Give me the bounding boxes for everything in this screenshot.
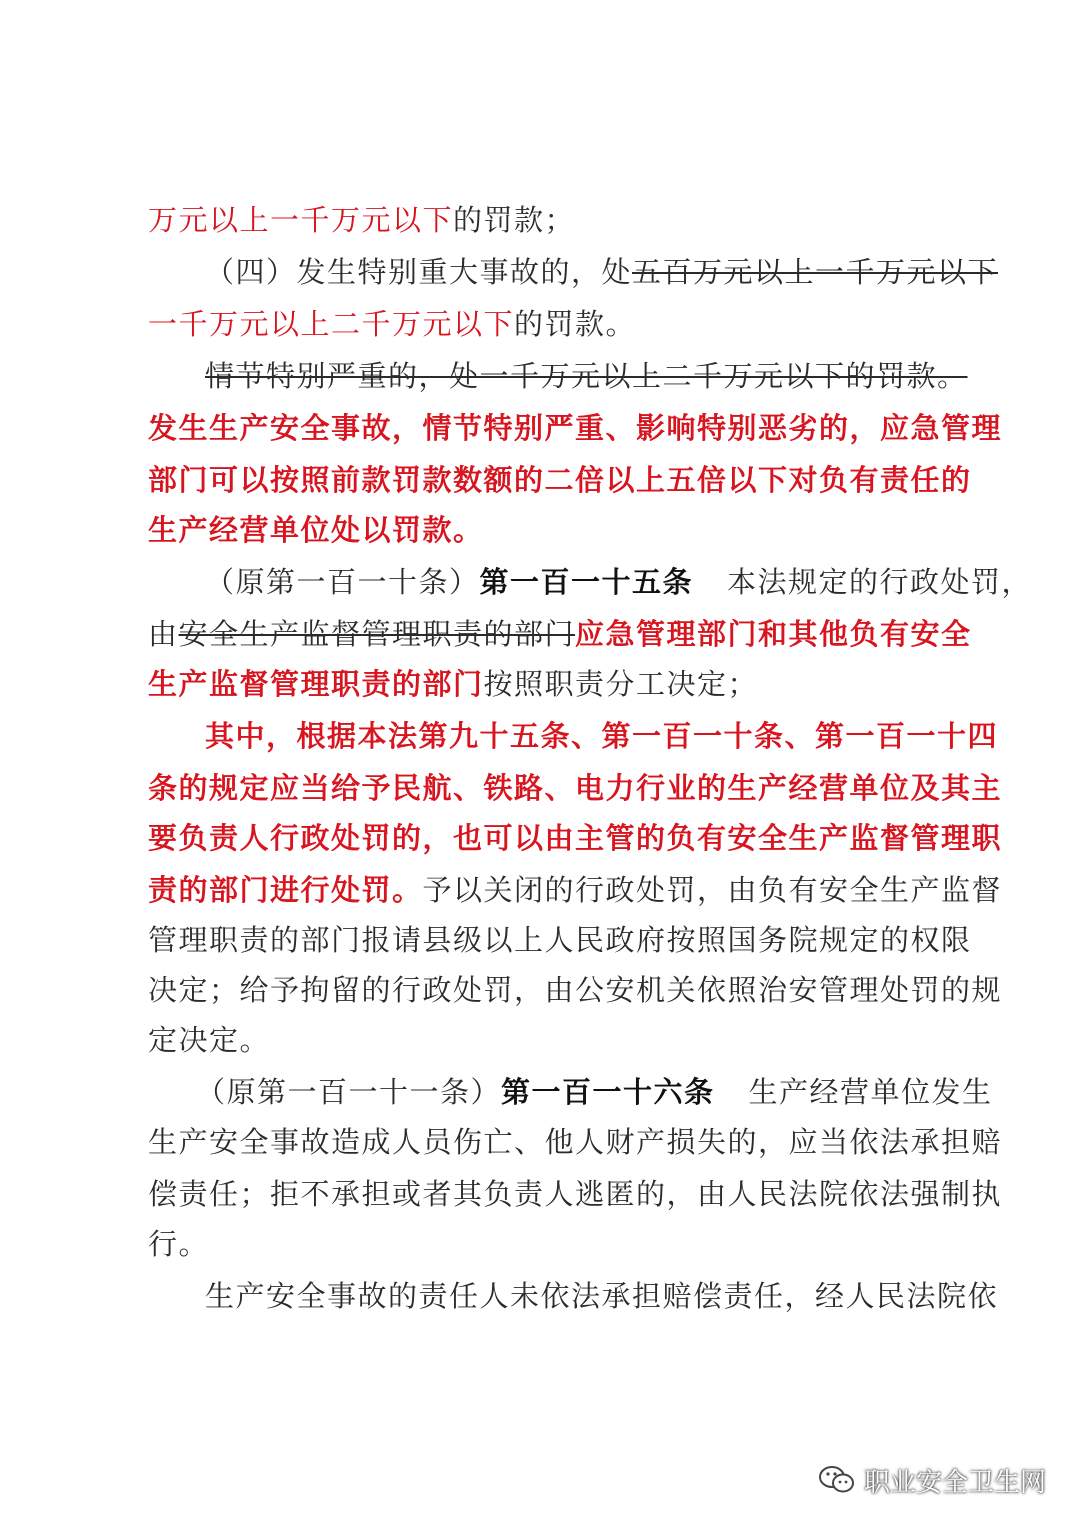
red-bold-text: 应急管理部门和其他负有安全 xyxy=(575,617,972,651)
text: 按照职责分工决定； xyxy=(483,667,759,701)
text: 的罚款。 xyxy=(514,307,637,341)
text-line-6 xyxy=(148,460,972,500)
text: 定决定。 xyxy=(148,1023,271,1057)
red-bold-text: 要负责人行政处罚的，也可以由主管的负有安全生产监督管理职 xyxy=(148,821,1003,855)
text-line-8 xyxy=(205,562,1033,602)
struck-text: 安全生产监督管理职责的部门 xyxy=(178,617,576,651)
red-bold-text: 条的规定应当给予民航、铁路、电力行业的生产经营单位及其主 xyxy=(148,771,1003,805)
struck-text: 五百万元以上一千万元以下 xyxy=(632,255,999,289)
watermark-text: 职业安全卫生网 xyxy=(864,1467,1047,1498)
text-line-10 xyxy=(148,664,958,704)
text-line-18 xyxy=(196,1072,993,1112)
text-line-3 xyxy=(148,304,958,344)
text-line-5 xyxy=(148,408,1003,448)
text-line-15 xyxy=(148,920,972,960)
text: 本法规定的行政处罚， xyxy=(727,565,1033,599)
text: （四）发生特别重大事故的，处 xyxy=(205,255,633,289)
text: 行。 xyxy=(148,1227,210,1261)
red-text: 万元以上一千万元以下 xyxy=(148,203,454,237)
red-bold-text: 发生生产安全事故，情节特别严重、影响特别恶劣的，应急管理 xyxy=(148,411,1003,445)
text: 的罚款； xyxy=(453,203,576,237)
text-line-7 xyxy=(148,510,958,550)
text: 管理职责的部门报请县级以上人民政府按照国务院规定的权限 xyxy=(148,923,972,957)
red-bold-text: 部门可以按照前款罚款数额的二倍以上五倍以下对负有责任的 xyxy=(148,463,972,497)
text-line-13 xyxy=(148,818,1003,858)
text: 决定；给予拘留的行政处罚，由公安机关依照治安管理处罚的规 xyxy=(148,973,1003,1007)
text-line-1 xyxy=(148,200,958,240)
text: 偿责任；拒不承担或者其负责人逃匿的，由人民法院依法强制执 xyxy=(148,1177,1003,1211)
text-line-11 xyxy=(205,716,999,756)
watermark xyxy=(818,1458,1046,1502)
text-line-2 xyxy=(205,252,999,292)
text: 生产经营单位发生 xyxy=(748,1075,993,1109)
red-bold-text: 其中，根据本法第九十五条、第一百一十条、第一百一十四 xyxy=(205,719,999,753)
text-line-4 xyxy=(205,356,968,396)
text: 生产安全事故的责任人未依法承担赔偿责任，经人民法院依 xyxy=(205,1279,999,1313)
text-line-19 xyxy=(148,1122,1003,1162)
text-line-12 xyxy=(148,768,1003,808)
text-line-20 xyxy=(148,1174,1003,1214)
text-line-14 xyxy=(148,870,1003,910)
article-number: 第一百一十六条 xyxy=(501,1075,715,1109)
text-line-17 xyxy=(148,1020,958,1060)
text-line-9 xyxy=(148,614,972,654)
text: 予以关闭的行政处罚，由负有安全生产监督 xyxy=(422,873,1003,907)
text: 生产安全事故造成人员伤亡、他人财产损失的，应当依法承担赔 xyxy=(148,1125,1003,1159)
text: 由 xyxy=(148,617,179,651)
wechat-icon xyxy=(818,1464,856,1496)
red-text: 一千万元以上二千万元以下 xyxy=(148,307,515,341)
article-number: 第一百一十五条 xyxy=(479,565,694,599)
red-bold-text: 生产监督管理职责的部门 xyxy=(148,667,484,701)
text-line-22 xyxy=(205,1276,999,1316)
struck-text: 情节特别严重的，处一千万元以上二千万元以下的罚款。 xyxy=(205,359,968,393)
red-bold-text: 责的部门进行处罚。 xyxy=(148,873,423,907)
original-article-ref: （原第一百一十条） xyxy=(205,565,480,599)
text-line-16 xyxy=(148,970,1003,1010)
text-line-21 xyxy=(148,1224,958,1264)
red-bold-text: 生产经营单位处以罚款。 xyxy=(148,513,484,547)
original-article-ref: （原第一百一十一条） xyxy=(196,1075,502,1109)
